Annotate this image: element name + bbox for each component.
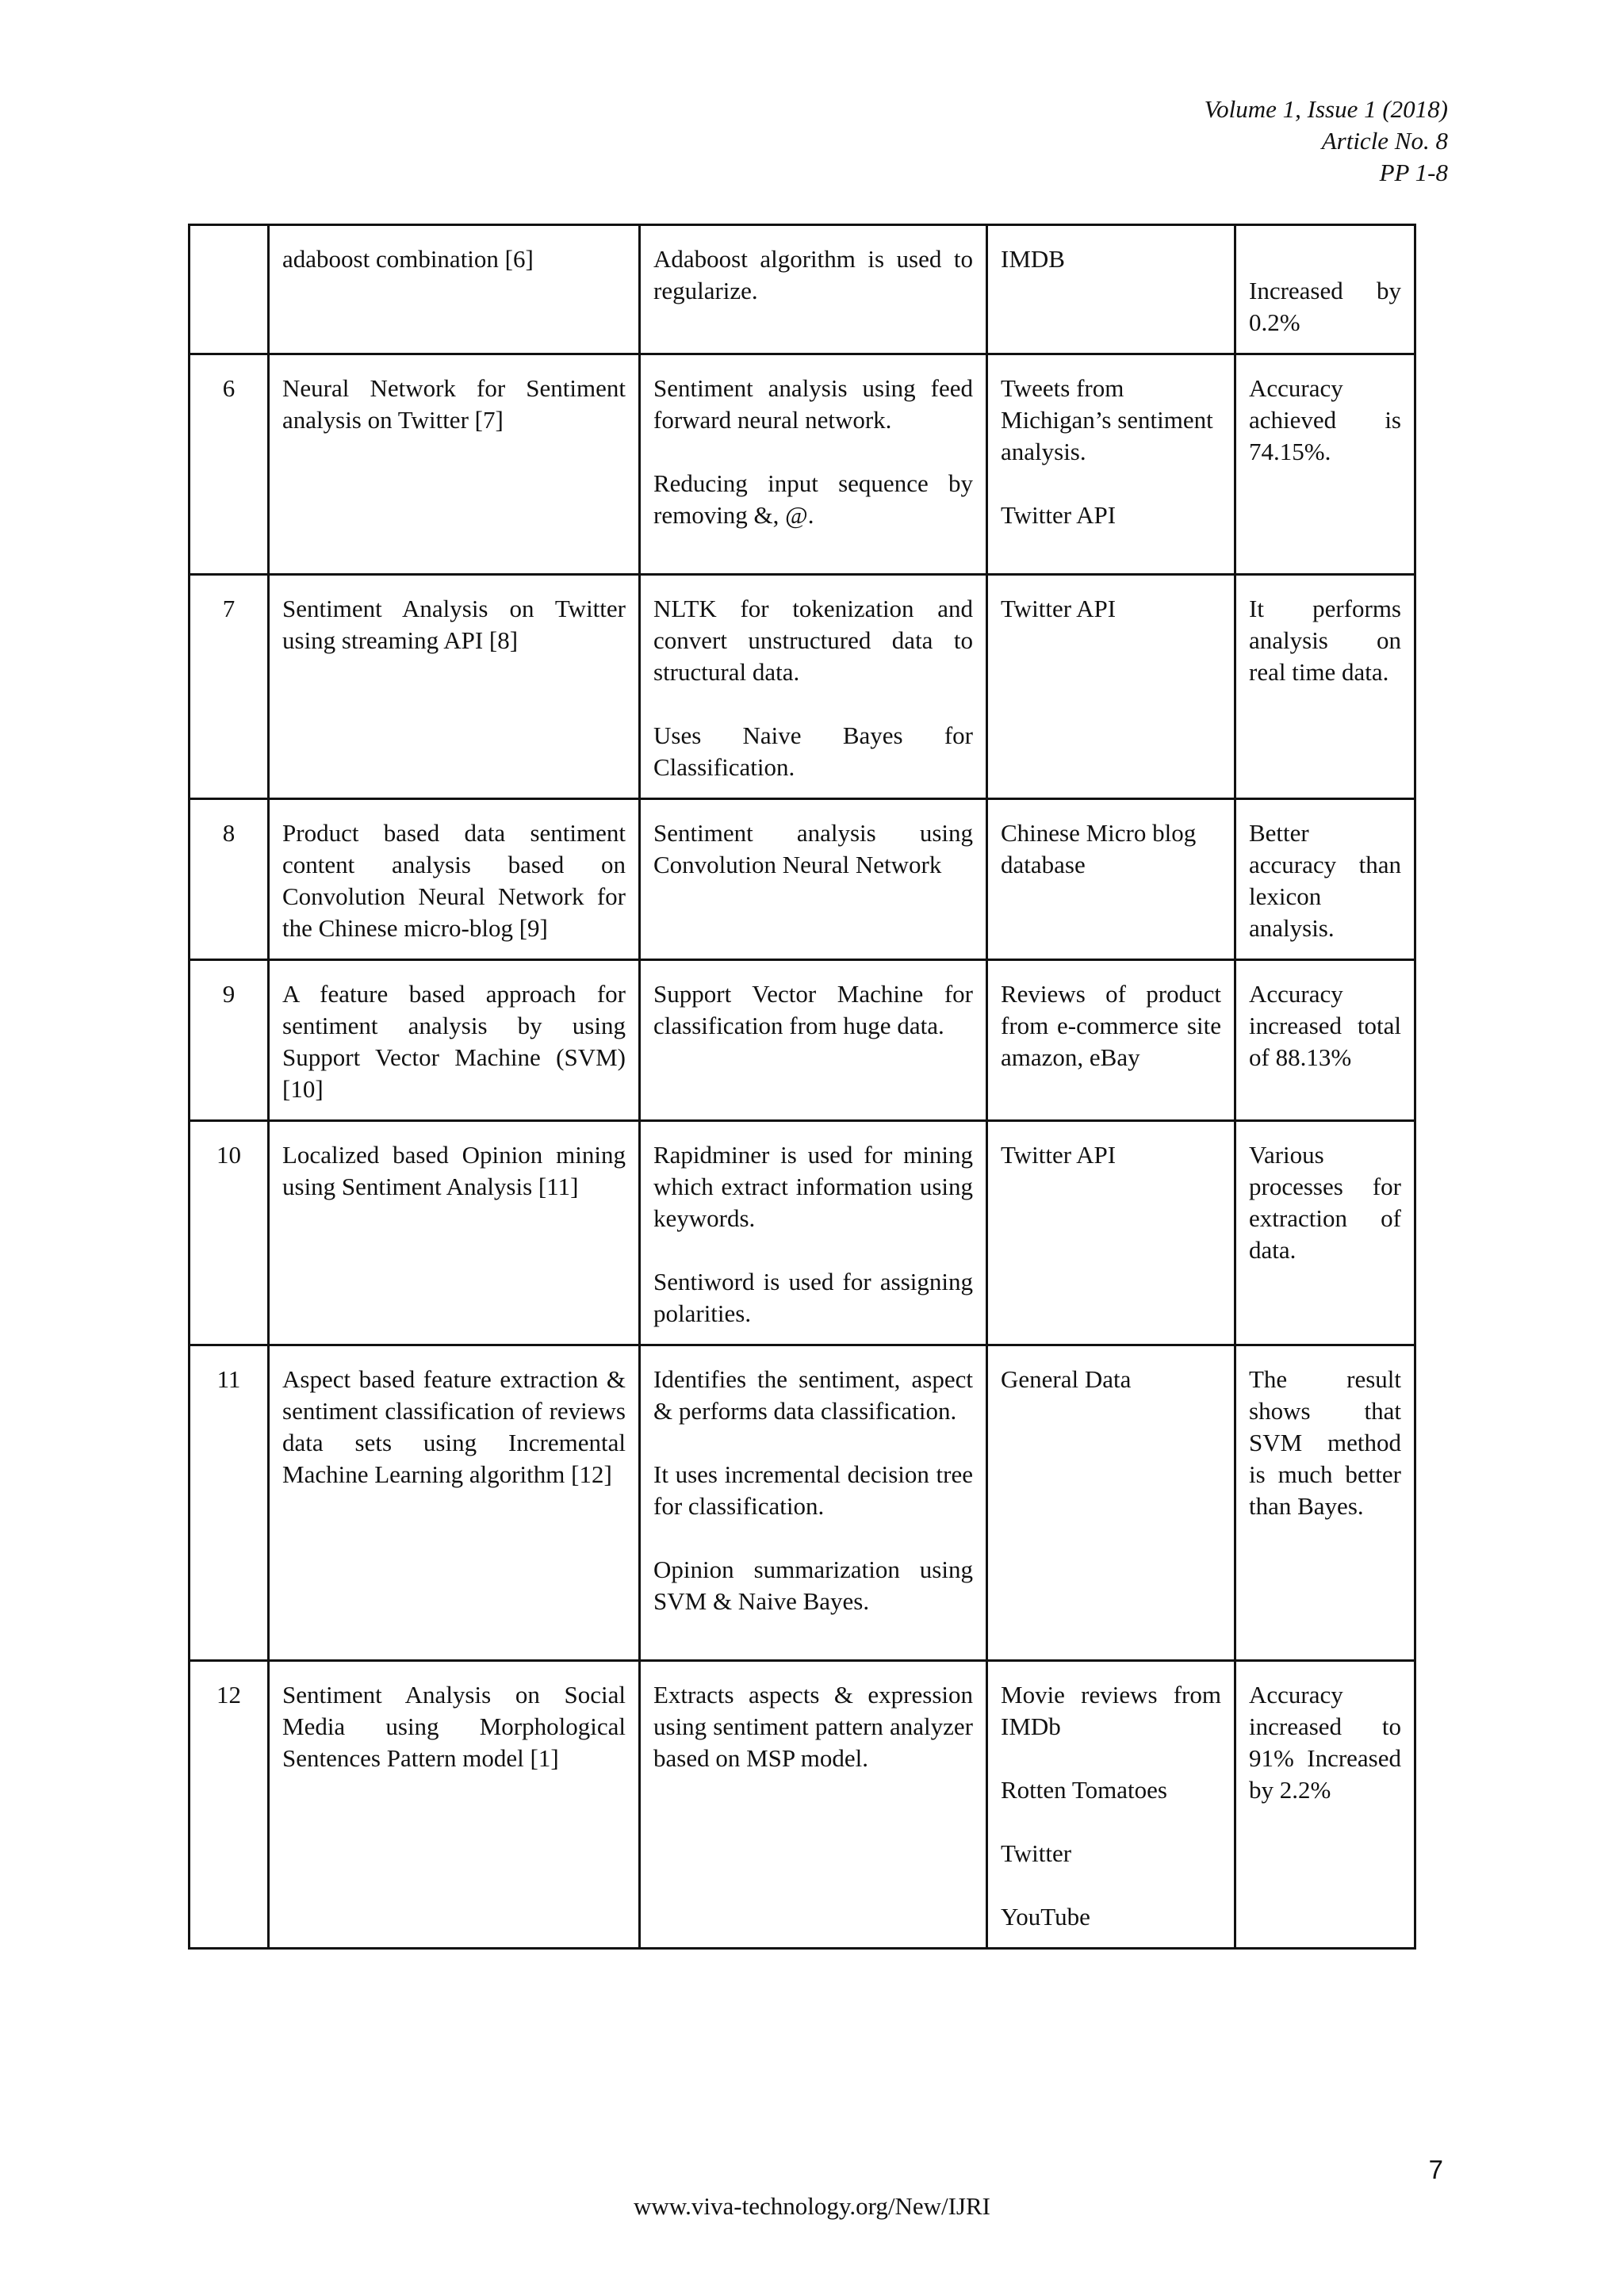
paper-title-cell: A feature based approach for sentiment analysis by using Support Vector Machine (SVM) [10]	[269, 960, 640, 1121]
page-number: 7	[1428, 2155, 1443, 2184]
result-cell: The result shows that SVM method is much better than Bayes.	[1235, 1345, 1415, 1661]
dataset-cell: Tweets from Michigan’s sentiment analysis. Twitter API	[987, 354, 1235, 575]
table-row	[190, 799, 1415, 960]
method-cell: NLTK for tokenization and convert unstructured data to structural data. Uses Naive Bayes for Classification.	[640, 575, 987, 799]
paper-title-cell: adaboost combination [6]	[269, 225, 640, 354]
table-row	[190, 1345, 1415, 1661]
table-row	[190, 1121, 1415, 1345]
table-row	[190, 1661, 1415, 1949]
result-cell: Various processes for extraction of data.	[1235, 1121, 1415, 1345]
table-row	[190, 575, 1415, 799]
serial-number-cell: 8	[190, 799, 269, 960]
table-row	[190, 225, 1415, 354]
method-cell: Extracts aspects & expression using sentiment pattern analyzer based on MSP model.	[640, 1661, 987, 1949]
literature-survey-table	[188, 224, 1416, 1950]
paper-title-cell: Localized based Opinion mining using Sentiment Analysis [11]	[269, 1121, 640, 1345]
footer-url: www.viva-technology.org/New/IJRI	[634, 2192, 990, 2220]
method-cell: Identifies the sentiment, aspect & performs data classification. It uses incremental decision tree for classification. Opinion summarization using SVM & Naive Bayes.	[640, 1345, 987, 1661]
header-volume: Volume 1, Issue 1 (2018)	[1204, 95, 1448, 123]
method-cell: Sentiment analysis using Convolution Neural Network	[640, 799, 987, 960]
dataset-cell: General Data	[987, 1345, 1235, 1661]
serial-number-cell: 6	[190, 354, 269, 575]
paper-title-cell: Neural Network for Sentiment analysis on Twitter [7]	[269, 354, 640, 575]
result-cell: Accuracy achieved is 74.15%.	[1235, 354, 1415, 575]
dataset-cell: Twitter API	[987, 575, 1235, 799]
table-row	[190, 354, 1415, 575]
paper-title-cell: Sentiment Analysis on Social Media using Morphological Sentences Pattern model [1]	[269, 1661, 640, 1949]
dataset-cell: Twitter API	[987, 1121, 1235, 1345]
method-cell: Support Vector Machine for classification from huge data.	[640, 960, 987, 1121]
dataset-cell: Movie reviews from IMDb Rotten Tomatoes Twitter YouTube	[987, 1661, 1235, 1949]
method-cell: Adaboost algorithm is used to regularize.	[640, 225, 987, 354]
serial-number-cell: 10	[190, 1121, 269, 1345]
paper-title-cell: Aspect based feature extraction & sentiment classification of reviews data sets using Incremental Machine Learning algorithm [12]	[269, 1345, 640, 1661]
method-cell: Sentiment analysis using feed forward neural network. Reducing input sequence by removing &, @.	[640, 354, 987, 575]
result-cell: Increased by 0.2%	[1235, 225, 1415, 354]
paper-title-cell: Product based data sentiment content analysis based on Convolution Neural Network for the Chinese micro-blog [9]	[269, 799, 640, 960]
serial-number-cell: 9	[190, 960, 269, 1121]
table-row	[190, 960, 1415, 1121]
serial-number-cell: 12	[190, 1661, 269, 1949]
paper-title-cell: Sentiment Analysis on Twitter using streaming API [8]	[269, 575, 640, 799]
header-pages: PP 1-8	[1379, 159, 1448, 186]
result-cell: It performs analysis on real time data.	[1235, 575, 1415, 799]
serial-number-cell: 11	[190, 1345, 269, 1661]
result-cell: Better accuracy than lexicon analysis.	[1235, 799, 1415, 960]
dataset-cell: Reviews of product from e-commerce site amazon, eBay	[987, 960, 1235, 1121]
header-article: Article No. 8	[1321, 127, 1448, 155]
serial-number-cell	[190, 225, 269, 354]
result-cell: Accuracy increased total of 88.13%	[1235, 960, 1415, 1121]
method-cell: Rapidminer is used for mining which extract information using keywords. Sentiword is used for assigning polarities.	[640, 1121, 987, 1345]
serial-number-cell: 7	[190, 575, 269, 799]
dataset-cell: Chinese Micro blog database	[987, 799, 1235, 960]
result-cell: Accuracy increased to 91% Increased by 2.2%	[1235, 1661, 1415, 1949]
running-header	[1205, 94, 1448, 189]
dataset-cell: IMDB	[987, 225, 1235, 354]
